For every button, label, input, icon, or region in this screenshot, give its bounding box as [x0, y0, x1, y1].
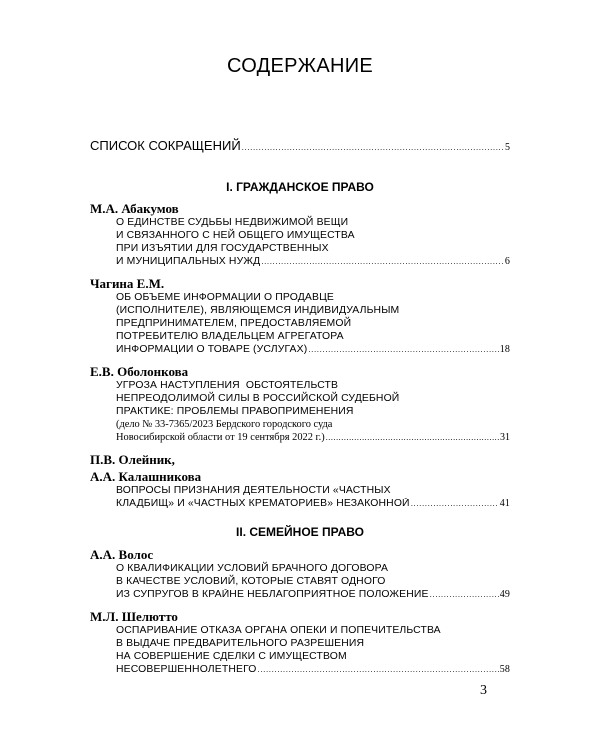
toc-author: Чагина Е.М. — [90, 276, 165, 291]
toc-title-line: (ИСПОЛНИТЕЛЕ), ЯВЛЯЮЩЕМСЯ ИНДИВИДУАЛЬНЫМ — [116, 305, 400, 316]
dot-leader — [258, 665, 499, 674]
toc-page-number: 58 — [499, 664, 510, 675]
section-heading-civil-law: I. ГРАЖДАНСКОЕ ПРАВО — [226, 180, 374, 194]
toc-case-line: Новосибирской области от 19 сентября 2022 г.) — [116, 432, 325, 443]
toc-page-number: 18 — [499, 344, 510, 355]
toc-case-line: (дело № 33-7365/2023 Бердского городского суда — [116, 419, 333, 430]
toc-entry-label: СПИСОК СОКРАЩЕНИЙ — [90, 138, 241, 153]
toc-title-line: УГРОЗА НАСТУПЛЕНИЯ ОБСТОЯТЕЛЬСТВ — [116, 380, 339, 391]
toc-page-number: 5 — [505, 142, 510, 153]
toc-title-line: И СВЯЗАННОГО С НЕЙ ОБЩЕГО ИМУЩЕСТВА — [116, 230, 355, 241]
toc-title-line: ПРЕДПРИНИМАТЕЛЕМ, ПРЕДОСТАВЛЯЕМОЙ — [116, 318, 352, 329]
toc-title-line: НЕСОВЕРШЕННОЛЕТНЕГО — [116, 664, 257, 675]
toc-author: П.В. Олейник, — [90, 452, 175, 467]
toc-title-line: ПРАКТИКЕ: ПРОБЛЕМЫ ПРАВОПРИМЕНЕНИЯ — [116, 406, 354, 417]
page-title: СОДЕРЖАНИЕ — [226, 55, 374, 77]
toc-entry-oleynik[interactable] — [116, 498, 510, 509]
section-heading-family-law: II. СЕМЕЙНОЕ ПРАВО — [236, 525, 364, 539]
toc-title-line: ПРИ ИЗЪЯТИИ ДЛЯ ГОСУДАРСТВЕННЫХ — [116, 243, 329, 254]
toc-title-line: О ЕДИНСТВЕ СУДЬБЫ НЕДВИЖИМОЙ ВЕЩИ — [116, 217, 349, 228]
toc-title-line: КЛАДБИЩ» И «ЧАСТНЫХ КРЕМАТОРИЕВ» НЕЗАКОННОЙ — [116, 498, 410, 509]
toc-title-line: В ВЫДАЧЕ ПРЕДВАРИТЕЛЬНОГО РАЗРЕШЕНИЯ — [116, 638, 365, 649]
toc-entry-shelyutto[interactable] — [116, 664, 510, 675]
dot-leader — [326, 433, 499, 442]
toc-title-line: В КАЧЕСТВЕ УСЛОВИЙ, КОТОРЫЕ СТАВЯТ ОДНОГО — [116, 576, 386, 587]
dot-leader — [411, 499, 499, 508]
toc-title-line: ПОТРЕБИТЕЛЮ ВЛАДЕЛЬЦЕМ АГРЕГАТОРА — [116, 331, 344, 342]
toc-title-line: ВОПРОСЫ ПРИЗНАНИЯ ДЕЯТЕЛЬНОСТИ «ЧАСТНЫХ — [116, 485, 391, 496]
toc-title-line: НЕПРЕОДОЛИМОЙ СИЛЫ В РОССИЙСКОЙ СУДЕБНОЙ — [116, 393, 400, 404]
toc-page-number: 49 — [499, 589, 510, 600]
toc-page-number: 31 — [500, 432, 510, 443]
toc-author: Е.В. Оболонкова — [90, 364, 189, 379]
toc-title-line: ИНФОРМАЦИИ О ТОВАРЕ (УСЛУГАХ) — [116, 344, 308, 355]
toc-entry-abbreviations[interactable] — [90, 138, 510, 153]
toc-author: А.А. Калашникова — [90, 469, 202, 484]
toc-author: М.А. Абакумов — [90, 201, 179, 216]
toc-entry-chagina[interactable] — [116, 344, 510, 355]
dot-leader — [261, 257, 504, 266]
dot-leader — [430, 590, 499, 599]
toc-title-line: О КВАЛИФИКАЦИИ УСЛОВИЙ БРАЧНОГО ДОГОВОРА — [116, 563, 389, 574]
toc-entry-abakumov[interactable] — [116, 256, 510, 267]
page-number: 3 — [480, 683, 487, 698]
toc-author: М.Л. Шелютто — [90, 609, 178, 624]
dot-leader — [242, 143, 504, 152]
toc-page-number: 6 — [504, 256, 510, 267]
toc-title-line: ОСПАРИВАНИЕ ОТКАЗА ОРГАНА ОПЕКИ И ПОПЕЧИТЕЛЬСТВА — [116, 625, 441, 636]
toc-title-line: И МУНИЦИПАЛЬНЫХ НУЖД — [116, 256, 261, 267]
toc-author: А.А. Волос — [90, 547, 154, 562]
toc-title-line: ОБ ОБЪЕМЕ ИНФОРМАЦИИ О ПРОДАВЦЕ — [116, 292, 334, 303]
toc-title-line: ИЗ СУПРУГОВ В КРАЙНЕ НЕБЛАГОПРИЯТНОЕ ПОЛОЖЕНИЕ — [116, 589, 429, 600]
toc-page-number: 41 — [499, 498, 510, 509]
toc-title-line: НА СОВЕРШЕНИЕ СДЕЛКИ С ИМУЩЕСТВОМ — [116, 651, 347, 662]
toc-entry-obolonkova[interactable] — [116, 432, 510, 443]
toc-entry-volos[interactable] — [116, 589, 510, 600]
dot-leader — [308, 345, 498, 354]
